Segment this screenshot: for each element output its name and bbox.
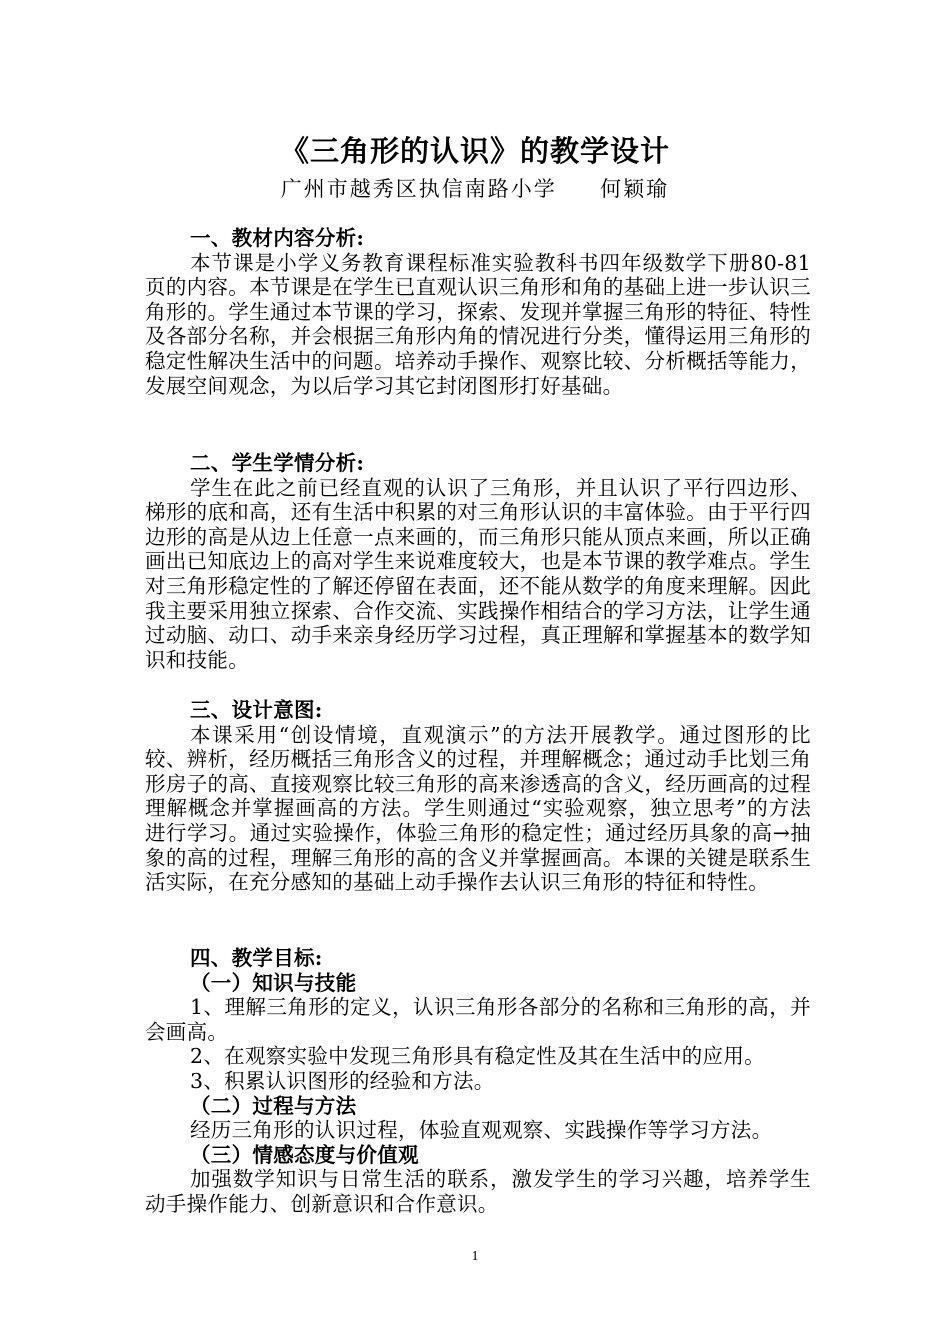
section-teaching-goals — [145, 946, 811, 1217]
section-heading: 一、教材内容分析: — [190, 226, 365, 250]
document-title: 《三角形的认识》的教学设计 — [279, 134, 670, 168]
section-paragraph: 本课采用“创设情境，直观演示”的方法开展教学。通过图形的比较、辨析，经历概括三角形含义的过程，并理解概念；通过动手比划三角形房子的高、直接观察比较三角形的高来渗透高的含义，经历画高的过程理解概念并掌握画高的方法。学生则通过“实验观察，独立思考”的方法进行学习。通过实验操作，体验三角形的稳定性；通过经历具象的高→抽象的高的过程，理解三角形的高的含义并掌握画高。本课的关键是联系生活实际，在充分感知的基础上动手操作去认识三角形的特征和特性。 — [145, 722, 811, 895]
section-paragraph: 本节课是小学义务教育课程标准实验教科书四年级数学下册80-81页的内容。本节课是在学生已直观认识三角形和角的基础上进一步认识三角形的。学生通过本节课的学习，探索、发现并掌握三角形的特征、特性及各部分名称，并会根据三角形内角的情况进行分类，懂得运用三角形的稳定性解决生活中的问题。培养动手操作、观察比较、分析概括等能力，发展空间观念，为以后学习其它封闭图形打好基础。 — [145, 250, 811, 398]
section-student-analysis — [145, 451, 811, 672]
subsection-heading-attitude: （三）情感态度与价值观 — [190, 1142, 419, 1167]
section-heading: 二、学生学情分析: — [190, 451, 365, 475]
author-line: 广州市越秀区执信南路小学 何颖瑜 — [280, 177, 670, 201]
subsection-paragraph: 经历三角形的认识过程，体验直观观察、实践操作等学习方法。 — [190, 1118, 773, 1143]
section-paragraph: 学生在此之前已经直观的认识了三角形，并且认识了平行四边形、梯形的底和高，还有生活中积累的对三角形认识的丰富体验。由于平行四边形的高是从边上任意一点来画的，而三角形只能从顶点来画，所以正确画出已知底边上的高对学生来说难度较大，也是本节课的教学难点。学生对三角形稳定性的了解还停留在表面，还不能从数学的角度来理解。因此我主要采用独立探索、合作交流、实践操作相结合的学习方法，让学生通过动脑、动口、动手来亲身经历学习过程，真正理解和掌握基本的数学知识和技能。 — [145, 475, 811, 672]
goal-item: 3、积累认识图形的经验和方法。 — [190, 1068, 495, 1093]
section-heading: 四、教学目标: — [190, 946, 323, 970]
section-textbook-analysis — [145, 226, 811, 398]
goal-item: 1、理解三角形的定义，认识三角形各部分的名称和三角形的高，并会画高。 — [145, 995, 811, 1044]
subsection-paragraph: 加强数学知识与日常生活的联系，激发学生的学习兴趣，培养学生动手操作能力、创新意识和合作意识。 — [145, 1167, 811, 1216]
subsection-heading-process: （二）过程与方法 — [190, 1093, 357, 1118]
subsection-heading-knowledge: （一）知识与技能 — [190, 970, 357, 995]
goal-item: 2、在观察实验中发现三角形具有稳定性及其在生活中的应用。 — [190, 1044, 765, 1069]
section-heading: 三、设计意图: — [190, 698, 323, 722]
section-design-intent — [145, 698, 811, 895]
page-number: 1 — [471, 1249, 479, 1264]
